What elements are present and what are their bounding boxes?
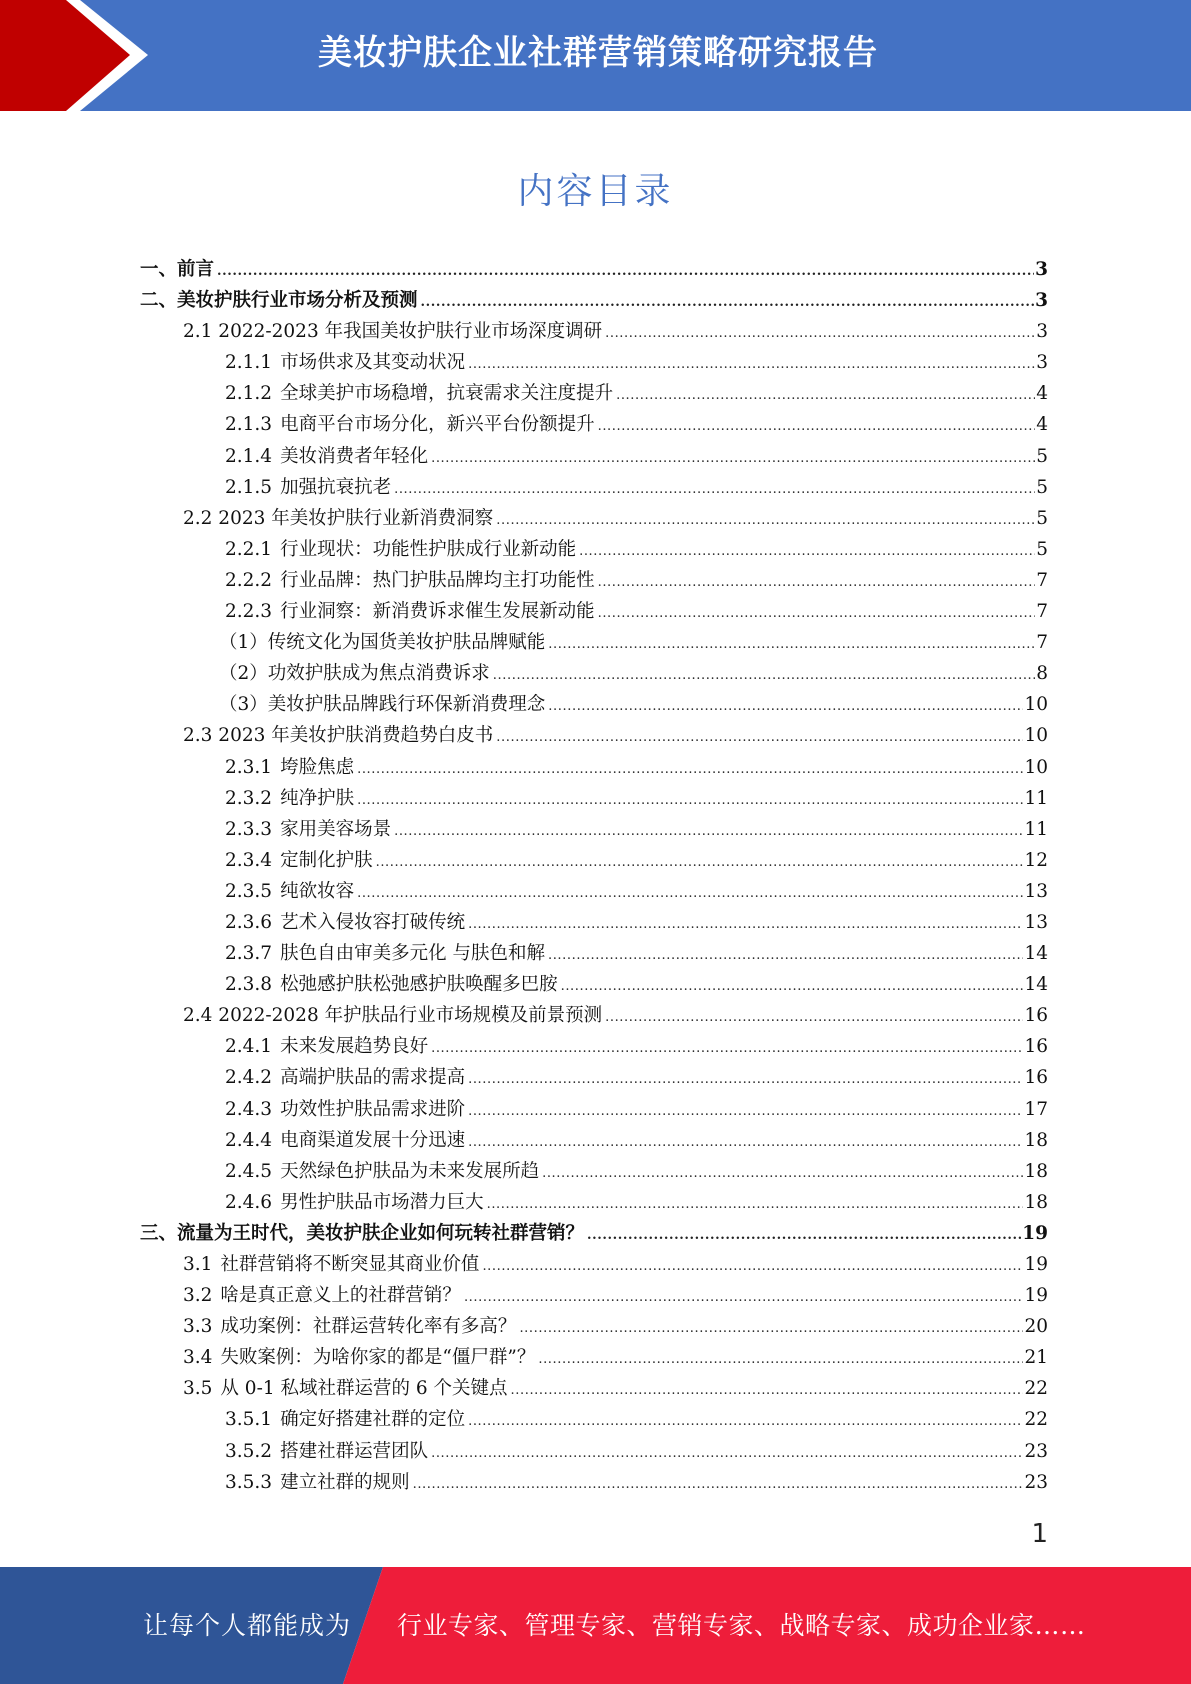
dot-leader: [468, 349, 1035, 380]
dot-leader: [468, 909, 1023, 940]
toc-entry-title: 电商渠道发展十分迅速: [280, 1129, 466, 1151]
toc-entry-page: 18: [1024, 1160, 1048, 1182]
toc-entry-title: 垮脸焦虑: [280, 756, 355, 778]
dot-leader: [605, 318, 1035, 349]
toc-entry[interactable]: [140, 1031, 1048, 1062]
toc-entry-number: 2.3.6: [225, 911, 273, 933]
toc-entry-title: 确定好搭建社群的定位: [280, 1409, 466, 1431]
toc-entry-page: 3: [1035, 290, 1048, 312]
toc-entry-page: 5: [1036, 476, 1048, 498]
dot-leader: [376, 847, 1024, 878]
toc-entry-page: 4: [1036, 383, 1048, 405]
toc-entry-number: 3.2: [183, 1285, 213, 1307]
dot-leader: [413, 1469, 1024, 1500]
toc-entry-title: 天然绿色护肤品为未来发展所趋: [280, 1160, 540, 1182]
toc-entry[interactable]: [140, 969, 1048, 1000]
toc-entry-title: 2.2 2023 年美妆护肤行业新消费洞察: [183, 507, 494, 529]
toc-entry[interactable]: [140, 378, 1048, 409]
footer-slogan-left: 让每个人都能成为: [143, 1611, 352, 1640]
dot-leader: [487, 1189, 1024, 1220]
toc-entry-page: 5: [1036, 507, 1048, 529]
toc-entry-page: 14: [1024, 943, 1048, 965]
dot-leader: [548, 629, 1035, 660]
toc-entry-number: 2.2.2: [225, 569, 273, 591]
toc-entry[interactable]: [140, 907, 1048, 938]
toc-entry-page: 11: [1024, 787, 1048, 809]
toc-entry-page: 7: [1036, 601, 1048, 623]
toc-entry-title: 行业洞察：新消费诉求催生发展新动能: [280, 601, 595, 623]
dot-leader: [482, 1251, 1023, 1282]
toc-entry-page: 21: [1024, 1347, 1048, 1369]
dot-leader: [464, 1282, 1024, 1313]
toc-entry-title: 建立社群的规则: [280, 1471, 410, 1493]
toc-entry-page: 3: [1036, 352, 1048, 374]
dot-leader: [431, 443, 1035, 474]
toc-entry-page: 19: [1024, 1285, 1048, 1307]
toc-entry-page: 12: [1024, 849, 1048, 871]
header-band: [0, 0, 1191, 111]
toc-heading: 内容目录: [517, 171, 674, 212]
toc-entry-title: 美妆消费者年轻化: [280, 445, 429, 467]
toc-entry[interactable]: [140, 689, 1048, 720]
toc-entry-page: 11: [1024, 818, 1048, 840]
toc-entry[interactable]: [140, 1218, 1048, 1249]
toc-entry-number: （1）: [219, 632, 268, 654]
dot-leader: [579, 536, 1035, 567]
toc-entry-number: 3.5.1: [225, 1409, 273, 1431]
toc-entry-title: 艺术入侵妆容打破传统: [280, 911, 466, 933]
toc-entry[interactable]: [140, 285, 1048, 316]
toc-entry-title: 松弛感护肤松弛感护肤唤醒多巴胺: [280, 974, 558, 996]
toc-entry[interactable]: [140, 1000, 1048, 1031]
toc-entry-title: 市场供求及其变动状况: [280, 352, 466, 374]
toc-entry[interactable]: [140, 503, 1048, 534]
toc-entry[interactable]: [140, 409, 1048, 440]
dot-leader: [394, 816, 1023, 847]
toc-entry-number: 2.2.3: [225, 601, 273, 623]
dot-leader: [468, 1406, 1023, 1437]
toc-entry-title: 行业品牌：热门护肤品牌均主打功能性: [280, 569, 595, 591]
report-title: 美妆护肤企业社群营销策略研究报告: [318, 33, 878, 73]
dot-leader: [598, 598, 1036, 629]
toc-entry-number: 2.1.3: [225, 414, 273, 436]
toc-entry-page: 23: [1024, 1471, 1048, 1493]
toc-entry-title: 未来发展趋势良好: [280, 1036, 429, 1058]
dot-leader: [217, 256, 1034, 287]
toc-entry-number: 2.4.3: [225, 1098, 273, 1120]
toc-entry-number: （3）: [219, 694, 268, 716]
toc-entry-title: 高端护肤品的需求提高: [280, 1067, 466, 1089]
toc-entry-page: 10: [1024, 756, 1048, 778]
toc-entry-title: 二、美妆护肤行业市场分析及预测: [140, 290, 418, 312]
toc-entry-title: 2.3 2023 年美妆护肤消费趋势白皮书: [183, 725, 494, 747]
toc-entry-page: 10: [1024, 694, 1048, 716]
toc-entry-title: 加强抗衰抗老: [280, 476, 392, 498]
dot-leader: [431, 1438, 1023, 1469]
toc-entry-page: 19: [1024, 1254, 1048, 1275]
toc-entry-number: 2.3.4: [225, 849, 273, 871]
toc-entry[interactable]: [140, 1094, 1048, 1125]
toc-entry-title: 定制化护肤: [280, 849, 373, 871]
toc-entry-page: 3: [1036, 321, 1048, 343]
toc-entry[interactable]: [140, 1311, 1048, 1342]
toc-entry-number: 2.3.2: [225, 787, 273, 809]
toc-entry-number: 3.5.3: [225, 1471, 273, 1493]
toc-entry-page: 20: [1024, 1316, 1048, 1338]
toc-entry-page: 13: [1024, 911, 1048, 933]
dot-leader: [493, 660, 1035, 691]
toc-entry[interactable]: [140, 814, 1048, 845]
toc-entry-page: 8: [1036, 663, 1048, 685]
toc-entry-number: 2.1.5: [225, 476, 273, 498]
toc-entry[interactable]: [140, 783, 1048, 814]
toc-entry-page: 3: [1035, 259, 1048, 280]
dot-leader: [468, 1127, 1023, 1158]
toc-entry[interactable]: [140, 347, 1048, 378]
toc-entry-number: 2.3.7: [225, 943, 273, 965]
dot-leader: [394, 474, 1035, 505]
dot-leader: [468, 1064, 1023, 1095]
toc-entry-number: 3.1: [183, 1254, 213, 1275]
toc-entry[interactable]: [140, 752, 1048, 783]
page-number: 1: [1031, 1519, 1048, 1549]
toc-entry-title: 传统文化为国货美妆护肤品牌赋能: [267, 632, 546, 654]
toc-entry-number: 2.4.2: [225, 1067, 273, 1089]
toc-entry-title: 家用美容场景: [280, 818, 392, 840]
toc-entry-number: 2.1.4: [225, 445, 273, 467]
toc-entry-title: 三、流量为王时代，美妆护肤企业如何玩转社群营销？: [140, 1222, 585, 1244]
toc-entry-number: 3.3: [183, 1316, 213, 1338]
toc-entry-page: 10: [1024, 725, 1048, 747]
dot-leader: [357, 878, 1023, 909]
toc-entry-number: 2.3.5: [225, 880, 273, 902]
toc-entry[interactable]: [140, 565, 1048, 596]
toc-entry-number: 2.4.5: [225, 1160, 273, 1182]
toc-entry-page: 16: [1024, 1036, 1048, 1058]
toc-entry[interactable]: [140, 254, 1048, 285]
dot-leader: [519, 1313, 1023, 1344]
toc-entry[interactable]: [140, 1467, 1048, 1498]
toc-entry[interactable]: [140, 1342, 1048, 1373]
toc-entry-page: 5: [1036, 445, 1048, 467]
toc-entry[interactable]: [140, 534, 1048, 565]
dot-leader: [587, 1220, 1021, 1251]
toc-entry[interactable]: [140, 596, 1048, 627]
dot-leader: [538, 1344, 1023, 1375]
toc-entry-title: 电商平台市场分化，新兴平台份额提升: [280, 414, 595, 436]
dot-leader: [357, 785, 1023, 816]
toc-entry[interactable]: [140, 938, 1048, 969]
toc-entry-page: 16: [1024, 1005, 1048, 1027]
toc-entry-title: 功效护肤成为焦点消费诉求: [267, 663, 490, 685]
dot-leader: [548, 691, 1023, 722]
toc-entry-title: 啥是真正意义上的社群营销？: [220, 1285, 461, 1307]
toc-entry[interactable]: [140, 1280, 1048, 1311]
dot-leader: [605, 1002, 1023, 1033]
toc-entry-number: 3.4: [183, 1347, 213, 1369]
dot-leader: [616, 380, 1035, 411]
toc-entry-number: 3.5.2: [225, 1440, 273, 1462]
toc-entry[interactable]: [140, 627, 1048, 658]
toc-entry-page: 7: [1036, 569, 1048, 591]
toc-entry-page: 17: [1024, 1098, 1048, 1120]
toc-entry-page: 14: [1024, 974, 1048, 996]
toc-entry[interactable]: [140, 441, 1048, 472]
toc-entry[interactable]: [140, 1062, 1048, 1093]
toc-entry[interactable]: [140, 876, 1048, 907]
toc-entry-page: 4: [1036, 414, 1048, 436]
toc-entry-page: 18: [1024, 1191, 1048, 1213]
toc-entry-title: 搭建社群运营团队: [280, 1440, 429, 1462]
dot-leader: [357, 754, 1023, 785]
toc-entry[interactable]: [140, 845, 1048, 876]
toc-entry-page: 19: [1022, 1222, 1048, 1244]
toc-entry-page: 23: [1024, 1440, 1048, 1462]
dot-leader: [421, 287, 1035, 318]
toc-entry-number: 2.1.2: [225, 383, 273, 405]
toc-entry[interactable]: [140, 1436, 1048, 1467]
toc-entry-page: 5: [1036, 538, 1048, 560]
toc-entry-page: 13: [1024, 880, 1048, 902]
toc-entry-title: 肤色自由审美多元化 与肤色和解: [280, 943, 545, 965]
toc-entry-title: 2.4 2022-2028 年护肤品行业市场规模及前景预测: [183, 1005, 603, 1027]
dot-leader: [468, 1096, 1023, 1127]
toc-entry-page: 16: [1024, 1067, 1048, 1089]
toc-entry-title: 美妆护肤品牌践行环保新消费理念: [267, 694, 546, 716]
toc-entry[interactable]: [140, 1373, 1048, 1404]
dot-leader: [496, 722, 1023, 753]
toc-entry-title: 男性护肤品市场潜力巨大: [280, 1191, 484, 1213]
dot-leader: [431, 1033, 1023, 1064]
toc-entry-title: 成功案例：社群运营转化率有多高？: [220, 1316, 517, 1338]
footer-slogan-right: 行业专家、管理专家、营销专家、战略专家、成功企业家……: [397, 1611, 1086, 1640]
dot-leader: [598, 411, 1036, 442]
dot-leader: [598, 567, 1036, 598]
toc-entry-number: 2.4.4: [225, 1129, 273, 1151]
toc-entry-title: 一、前言: [140, 259, 215, 280]
toc-entry-number: （2）: [219, 663, 268, 685]
table-of-contents: [140, 254, 1048, 1498]
toc-entry[interactable]: [140, 1125, 1048, 1156]
toc-entry-page: 22: [1024, 1409, 1048, 1431]
toc-entry[interactable]: [140, 658, 1048, 689]
toc-entry-number: 2.3.3: [225, 818, 273, 840]
toc-entry-title: 2.1 2022-2023 年我国美妆护肤行业市场深度调研: [183, 321, 603, 343]
toc-entry-title: 纯净护肤: [280, 787, 355, 809]
toc-entry-title: 从 0-1 私域社群运营的 6 个关键点: [220, 1378, 508, 1400]
toc-entry-number: 2.4.1: [225, 1036, 273, 1058]
toc-entry[interactable]: [140, 472, 1048, 503]
toc-entry-title: 全球美护市场稳增，抗衰需求关注度提升: [280, 383, 614, 405]
toc-entry-title: 失败案例：为啥你家的都是“僵尸群”？: [220, 1347, 536, 1369]
dot-leader: [561, 971, 1024, 1002]
toc-entry[interactable]: [140, 1249, 1048, 1280]
dot-leader: [548, 940, 1023, 971]
dot-leader: [496, 505, 1035, 536]
footer-band: [0, 1567, 1191, 1684]
toc-entry-title: 功效性护肤品需求进阶: [280, 1098, 466, 1120]
toc-entry[interactable]: [140, 1156, 1048, 1187]
toc-entry-number: 2.1.1: [225, 352, 273, 374]
toc-entry-title: 社群营销将不断突显其商业价值: [220, 1254, 480, 1275]
toc-entry-page: 22: [1024, 1378, 1048, 1400]
toc-entry-title: 行业现状：功能性护肤成行业新动能: [280, 538, 577, 560]
toc-entry[interactable]: [140, 1187, 1048, 1218]
dot-leader: [542, 1158, 1023, 1189]
toc-entry[interactable]: [140, 316, 1048, 347]
toc-entry-number: 3.5: [183, 1378, 213, 1400]
toc-entry-page: 7: [1036, 632, 1048, 654]
toc-entry-number: 2.2.1: [225, 538, 273, 560]
toc-entry-number: 2.4.6: [225, 1191, 273, 1213]
toc-entry-page: 18: [1024, 1129, 1048, 1151]
toc-entry-number: 2.3.8: [225, 974, 273, 996]
toc-entry-title: 纯欲妆容: [280, 880, 355, 902]
dot-leader: [511, 1375, 1024, 1406]
toc-entry[interactable]: [140, 720, 1048, 751]
toc-entry[interactable]: [140, 1404, 1048, 1435]
toc-entry-number: 2.3.1: [225, 756, 273, 778]
